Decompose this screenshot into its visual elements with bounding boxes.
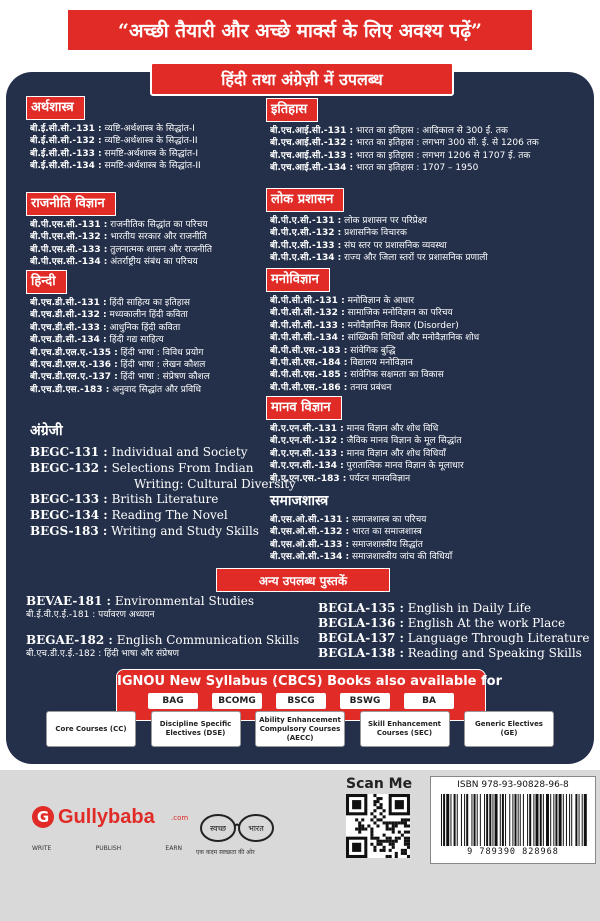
isbn-barcode <box>430 776 596 864</box>
section-title: अंग्रेजी <box>30 423 63 439</box>
publisher-tagline: WRITE PUBLISH EARN <box>32 845 182 852</box>
top-banner: “अच्छी तैयारी और अच्छे मार्क्स के लिए अवश्य पढ़ें” <box>68 10 532 50</box>
swachh-bharat-glasses-icon <box>198 808 276 848</box>
list-item: बी.पी.सी.एस.-183 : सांवेगिक बुद्धि <box>270 345 396 356</box>
other-book-hindi: बी.एच.डी.ए.ई.-182 : हिंदी भाषा और संप्रेषण <box>26 649 179 659</box>
other-book: BEGLA-137 : Language Through Literature <box>318 631 590 645</box>
other-book: BEGLA-136 : English At the work Place <box>318 616 566 630</box>
list-item: बी.एच.डी.एल.ए.-135 : हिंदी भाषा : विविध प्रयोग <box>30 347 204 358</box>
course-types <box>46 711 554 747</box>
list-item: बी.एच.आई.सी.-133 : भारत का इतिहास : लगभग 1206 से 1707 ई. तक <box>270 150 531 161</box>
list-item: बी.पी.सी.एस.-185 : सांवेगिक सक्षमता का विकास <box>270 370 444 381</box>
list-item: बी.ई.सी.सी.-134 : समष्टि-अर्थशास्त्र के सिद्धांत-II <box>30 161 201 172</box>
cbcs-program-bag: BAG <box>148 693 198 709</box>
list-item: बी.पी.एस.सी.-132 : भारतीय सरकार और राजनीति <box>30 232 207 243</box>
cbcs-program-ba-hons: BA <box>404 693 454 709</box>
course-type-ge: Generic Electives (GE) <box>464 711 554 747</box>
other-books-left <box>26 594 306 661</box>
list-item: बी.एस.ओ.सी.-134 : समाजशास्त्रीय जांच की विधियाँ <box>270 552 453 563</box>
list-item: बी.ए.एन.सी.-133 : मानव विज्ञान और शोध विधियाँ <box>270 448 446 459</box>
section-title: लोक प्रशासन <box>266 188 344 212</box>
course-type-cc: Core Courses (CC) <box>46 711 136 747</box>
swachh-right-text: भारत <box>248 824 264 833</box>
list-item: बी.पी.सी.सी.-131 : मनोविज्ञान के आधार <box>270 296 415 306</box>
section-sociology <box>266 490 586 564</box>
list-item: बी.पी.सी.सी.-134 : सांख्यिकी विधियाँ और मनोवैज्ञानिक शोध <box>270 333 480 344</box>
english-book: BEGC-133 : British Literature <box>30 492 219 507</box>
cbcs-program-bscg: BSCG <box>276 693 326 709</box>
publisher-suffix: .com <box>171 814 189 822</box>
other-book: BEGAE-182 : English Communication Skills <box>26 633 300 647</box>
list-item: बी.पी.एस.सी.-134 : अंतर्राष्ट्रीय संबंध का परिचय <box>30 257 198 268</box>
list-item: बी.ई.सी.सी.-133 : समष्टि-अर्थशास्त्र के सिद्धांत-I <box>30 148 198 159</box>
list-item: बी.एच.डी.सी.-134 : हिंदी गद्य साहित्य <box>30 335 164 346</box>
list-item: बी.ए.एन.एस.-183 : पर्यटन मानवविज्ञान <box>270 473 411 484</box>
section-english <box>26 420 296 540</box>
section-history <box>266 98 586 175</box>
availability-title: हिंदी तथा अंग्रेज़ी में उपलब्ध <box>150 62 454 96</box>
list-item: बी.ए.एन.सी.-132 : जैविक मानव विज्ञान के मूल सिद्धांत <box>270 436 462 447</box>
section-title: हिन्दी <box>26 270 67 294</box>
english-book-continued: Writing: Cultural Diversity <box>134 476 296 491</box>
english-book: BEGC-134 : Reading The Novel <box>30 508 228 523</box>
list-item: बी.पी.एस.सी.-131 : राजनीतिक सिद्धांत का परिचय <box>30 220 208 230</box>
list-item: बी.पी.सी.सी.-133 : मनोवैज्ञानिक विकार (Disorder) <box>270 320 459 331</box>
isbn-text: ISBN 978-93-90828-96-8 <box>457 780 569 790</box>
section-title: समाजशास्त्र <box>270 493 329 509</box>
course-type-aecc: Ability Enhancement Compulsory Courses (AECC) <box>255 711 345 747</box>
list-item: बी.एच.डी.सी.-133 : आधुनिक हिंदी कविता <box>30 322 181 333</box>
list-item: बी.पी.सी.एस.-184 : विद्यालय मनोविज्ञान <box>270 358 413 369</box>
list-item: बी.ए.एन.सी.-131 : मानव विज्ञान और शोध विधि <box>270 424 439 434</box>
list-item: बी.पी.एस.सी.-133 : तुलनात्मक शासन और राजनीति <box>30 244 213 255</box>
other-books-title: अन्य उपलब्ध पुस्तकें <box>216 568 390 592</box>
swachh-left-text: स्वच्छ <box>209 824 227 833</box>
english-book: BEGS-183 : Writing and Study Skills <box>30 523 259 538</box>
scan-me-label: Scan Me <box>346 776 413 792</box>
section-title: अर्थशास्त्र <box>26 96 85 120</box>
list-item: बी.ई.सी.सी.-132 : व्यष्टि-अर्थशास्त्र के सिद्धांत-II <box>30 136 198 147</box>
section-anthropology <box>266 396 586 485</box>
list-item: बी.एस.ओ.सी.-133 : समाजशास्त्रीय सिद्धांत <box>270 539 423 550</box>
section-psychology <box>266 268 586 394</box>
list-item: बी.एच.आई.सी.-131 : भारत का इतिहास : आदिकाल से 300 ई. तक <box>270 126 508 136</box>
english-book: BEGC-132 : Selections From Indian <box>30 460 254 475</box>
section-title: मनोविज्ञान <box>266 268 330 292</box>
section-title: इतिहास <box>266 98 318 122</box>
list-item: बी.पी.सी.एस.-186 : तनाव प्रबंधन <box>270 382 392 393</box>
g-logo-icon: G <box>32 806 54 828</box>
list-item: बी.एस.ओ.सी.-131 : समाजशास्त्र का परिचय <box>270 515 427 525</box>
section-public-administration <box>266 188 586 265</box>
barcode-number: 9 789390 828968 <box>467 847 559 857</box>
other-book: BEGLA-138 : Reading and Speaking Skills <box>318 646 582 660</box>
list-item: बी.पी.ए.सी.-132 : प्रशासनिक विचारक <box>270 228 407 239</box>
list-item: बी.एच.आई.सी.-132 : भारत का इतिहास : लगभग 300 सी. ई. से 1206 तक <box>270 138 539 149</box>
section-title: राजनीति विज्ञान <box>26 192 116 216</box>
list-item: बी.पी.ए.सी.-134 : राज्य और जिला स्तरों पर प्रशासनिक प्रणाली <box>270 253 488 264</box>
list-item: बी.एस.ओ.सी.-132 : भारत का समाजशास्त्र <box>270 527 422 538</box>
list-item: बी.एच.डी.एल.ए.-136 : हिंदी भाषा : लेखन कौशल <box>30 360 206 371</box>
list-item: बी.एच.डी.एल.ए.-137 : हिंदी भाषा : संप्रेषण कौशल <box>30 372 210 383</box>
section-political-science <box>26 192 266 269</box>
list-item: बी.एच.आई.सी.-134 : भारत का इतिहास : 1707 – 1950 <box>270 163 479 174</box>
cbcs-program-bcomg: BCOMG <box>212 693 262 709</box>
barcode-icon <box>439 794 587 846</box>
cbcs-title: IGNOU New Syllabus (CBCS) Books also available for <box>117 674 503 689</box>
list-item: बी.पी.ए.सी.-131 : लोक प्रशासन पर परिप्रेक्ष्य <box>270 216 427 226</box>
list-item: बी.ई.सी.सी.-131 : व्यष्टि-अर्थशास्त्र के सिद्धांत-I <box>30 124 195 134</box>
other-book: BEVAE-181 : Environmental Studies <box>26 594 254 608</box>
list-item: बी.एच.डी.सी.-131 : हिंदी साहित्य का इतिहास <box>30 298 191 308</box>
list-item: बी.एच.डी.एस.-183 : अनुवाद सिद्धांत और प्रविधि <box>30 384 202 395</box>
qr-code-icon <box>346 794 410 858</box>
cbcs-program-bswg: BSWG <box>340 693 390 709</box>
course-type-dse: Discipline Specific Electives (DSE) <box>151 711 241 747</box>
other-books-right <box>318 601 594 661</box>
course-type-sec: Skill Enhancement Courses (SEC) <box>360 711 450 747</box>
other-book-hindi: बी.ई.वी.ए.ई.-181 : पर्यावरण अध्ययन <box>26 610 155 620</box>
swachh-caption: एक कदम स्वच्छता की ओर <box>196 849 255 856</box>
section-title: मानव विज्ञान <box>266 396 342 420</box>
other-book: BEGLA-135 : English in Daily Life <box>318 601 532 615</box>
list-item: बी.एच.डी.सी.-132 : मध्यकालीन हिंदी कविता <box>30 310 188 321</box>
list-item: बी.ए.एन.सी.-134 : पुरातात्विक मानव विज्ञान के मूलाधार <box>270 461 464 472</box>
list-item: बी.पी.सी.सी.-132 : सामाजिक मनोविज्ञान का परिचय <box>270 308 453 319</box>
section-economics <box>26 96 266 173</box>
section-hindi <box>26 270 266 396</box>
publisher-name: Gullybaba <box>58 806 155 828</box>
list-item: बी.पी.ए.सी.-133 : संघ स्तर पर प्रशासनिक व्यवस्था <box>270 240 447 251</box>
english-book: BEGC-131 : Individual and Society <box>30 445 248 459</box>
